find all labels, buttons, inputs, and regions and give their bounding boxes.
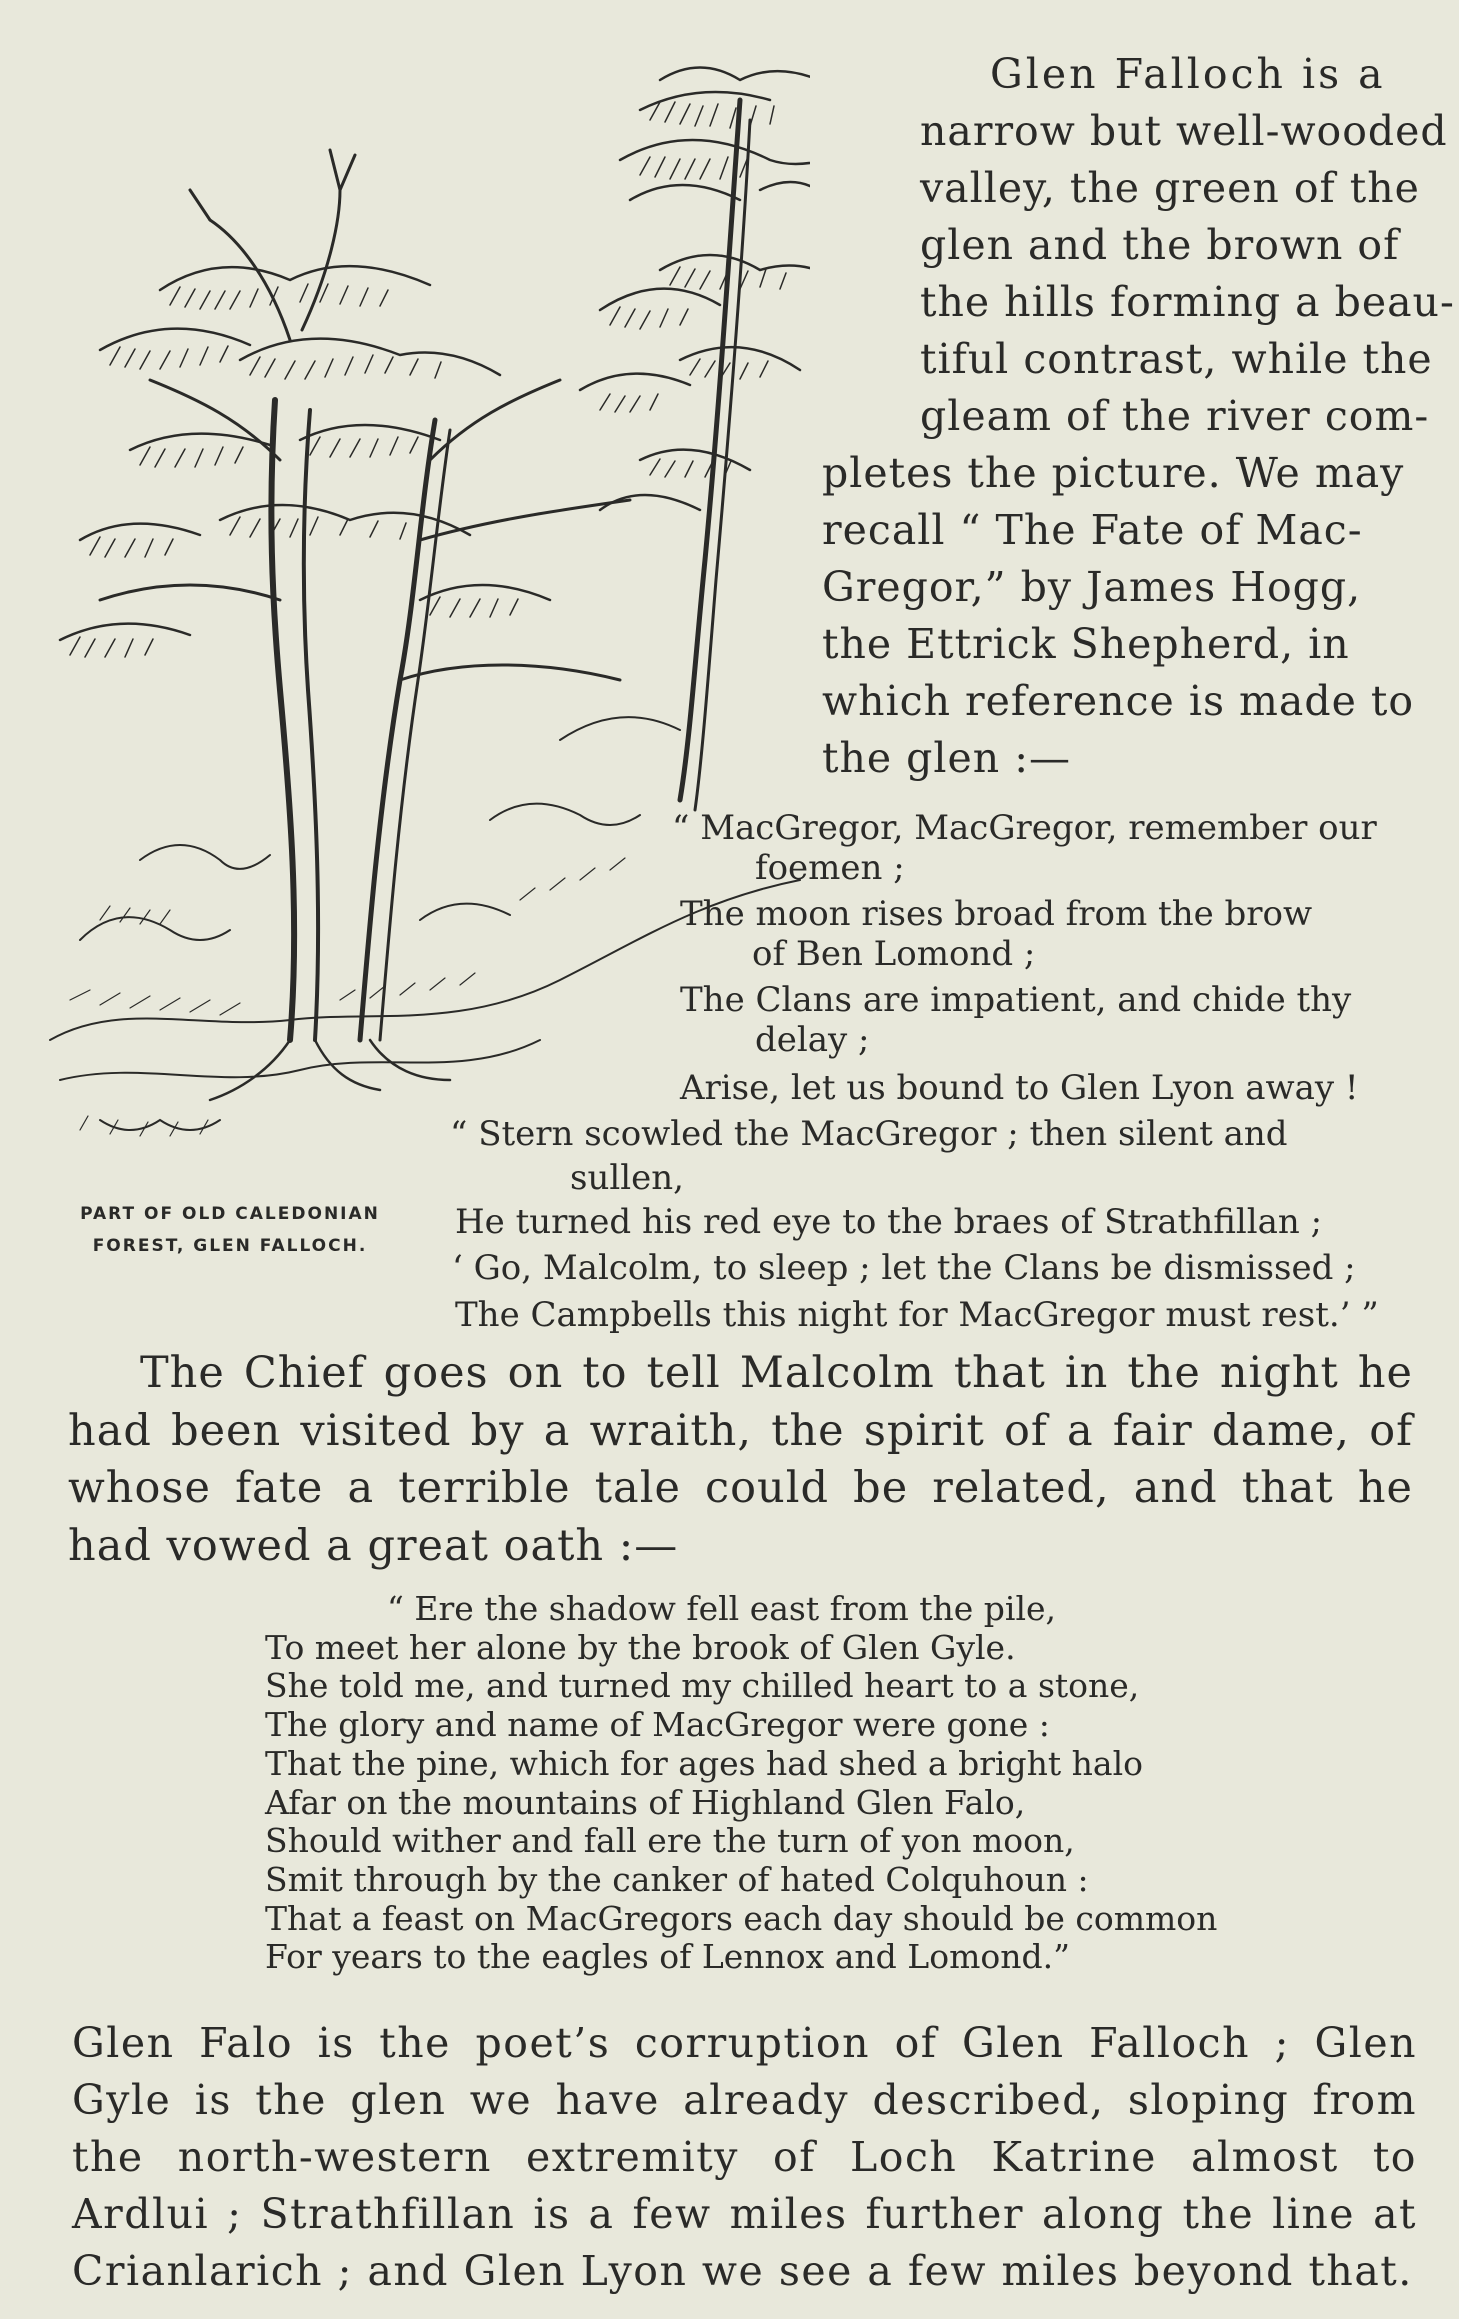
text-line: the Ettrick Shepherd, in (822, 620, 1350, 668)
text-line: the hills forming a beau- (920, 278, 1455, 326)
text-line: Glen Falloch is a (990, 50, 1386, 98)
verse-line: He turned his red eye to the braes of Strathfillan ; (455, 1202, 1323, 1242)
text-line: Gregor,” by James Hogg, (822, 563, 1362, 611)
verse-line: ‘ Go, Malcolm, to sleep ; let the Clans be dismissed ; (452, 1248, 1356, 1288)
stanza-line: “ Ere the shadow fell east from the pile, (387, 1589, 1057, 1628)
caption-line-2: FOREST, GLEN FALLOCH. (92, 1236, 368, 1256)
body-paragraph-2: The Chief goes on to tell Malcolm that in the night he had been visited by a wraith, the spirit of a fair dame, of whose fate a terrible tale could be related, and that he had vowed a great oath :— (68, 1348, 1413, 1571)
text-line: gleam of the river com- (920, 392, 1430, 440)
verse-line: The Campbells this night for MacGregor must rest.’ ” (455, 1295, 1379, 1335)
body-paragraph-3: Glen Falo is the poet’s corruption of Glen Falloch ; Glen Gyle is the glen we have already described, sloping from the north-western extremity of Loch Katrine almost to Ardlui ; Strathfillan is a few miles further along the line at Crianlarich ; and Glen Lyon we see a few miles beyond that. (72, 2019, 1417, 2295)
stanza-line: For years to the eagles of Lennox and Lomond.” (265, 1937, 1070, 1977)
text-line: glen and the brown of (920, 221, 1400, 269)
caption-line-1: PART OF OLD CALEDONIAN (80, 1204, 380, 1224)
text-line: the glen :— (822, 734, 1072, 782)
verse-line: “ Stern scowled the MacGregor ; then silent and (450, 1114, 1288, 1154)
text-line: valley, the green of the (920, 164, 1420, 212)
stanza-line: Smit through by the canker of hated Colquhoun : (265, 1859, 1089, 1899)
stanza-line: Should wither and fall ere the turn of yon moon, (265, 1821, 1075, 1861)
stanza-line: She told me, and turned my chilled heart to a stone, (265, 1666, 1140, 1706)
text-line: recall “ The Fate of Mac- (822, 506, 1363, 554)
verse-line: The Clans are impatient, and chide thy (680, 980, 1352, 1020)
verse-line: delay ; (755, 1020, 870, 1060)
verse-line: sullen, (570, 1158, 684, 1198)
verse-line: Arise, let us bound to Glen Lyon away ! (680, 1068, 1359, 1108)
verse-line: The moon rises broad from the brow (680, 894, 1313, 934)
text-line: pletes the picture. We may (822, 449, 1405, 497)
stanza-line: That a feast on MacGregors each day should be common (265, 1898, 1218, 1938)
text-line: which reference is made to (822, 677, 1415, 725)
text-line: tiful contrast, while the (920, 335, 1433, 383)
stanza-line: The glory and name of MacGregor were gone : (265, 1705, 1050, 1745)
verse-line: of Ben Lomond ; (752, 934, 1036, 974)
verse-line: foemen ; (755, 848, 905, 888)
stanza-line: To meet her alone by the brook of Glen Gyle. (265, 1627, 1016, 1667)
stanza-line: Afar on the mountains of Highland Glen Falo, (265, 1782, 1026, 1822)
stanza-line: That the pine, which for ages had shed a bright halo (265, 1743, 1144, 1783)
illustration-caption (40, 1198, 420, 1262)
stanza-block (265, 1590, 1217, 1977)
text-line: narrow but well-wooded (920, 107, 1448, 155)
verse-line: “ MacGregor, MacGregor, remember our (672, 808, 1377, 848)
